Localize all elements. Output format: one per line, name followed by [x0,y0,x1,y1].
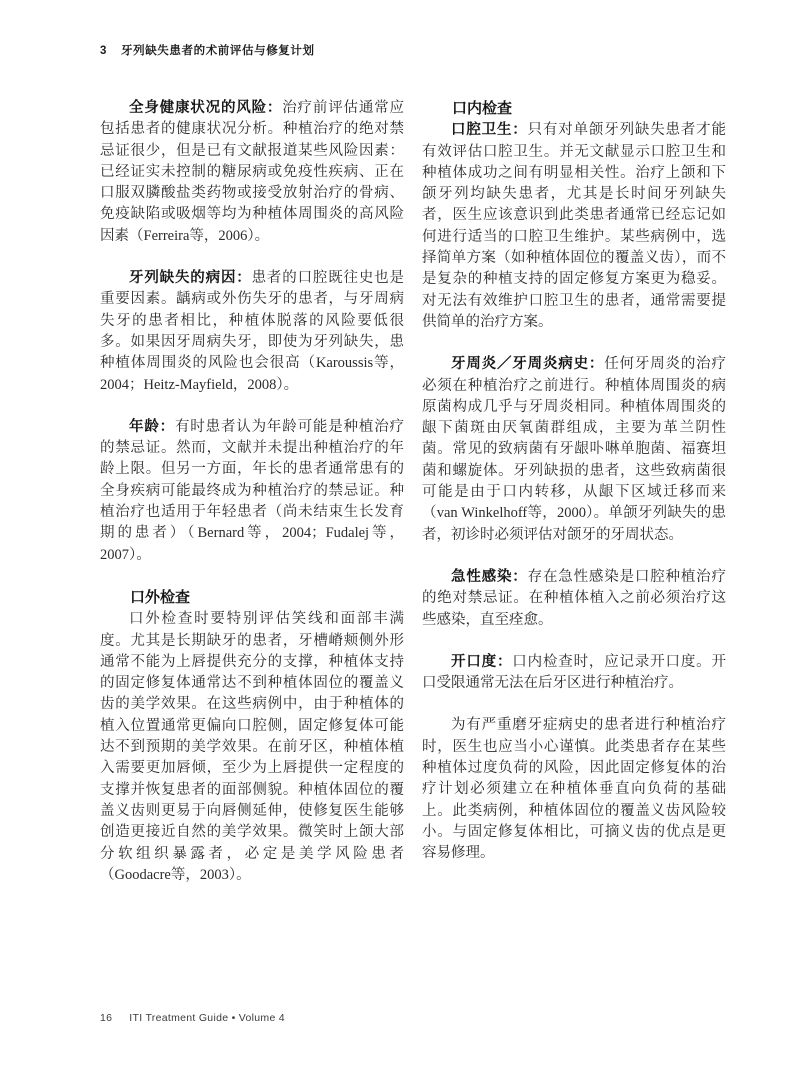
footer-book-title: ITI Treatment Guide • Volume 4 [129,1012,285,1024]
paragraph-lead: 口腔卫生： [451,122,528,139]
paragraph-acute-infection [422,567,726,631]
paragraph-text: 有时患者认为年龄可能是种植治疗的禁忌证。然而，文献并未提出种植治疗的年龄上限。但另一方面，年长的患者通常患有的全身疾病可能最终成为种植治疗的禁忌证。种植治疗也适用于年轻患者（尚未结束生长发育期的患者）（Bernard等，2004；Fudalej等，2007）。 [100,418,405,563]
paragraph-lead: 全身健康状况的风险： [129,100,283,116]
chapter-number: 3 [100,45,107,57]
footer-page-number: 16 [100,1012,113,1024]
right-column [422,98,726,886]
paragraph-text: 患者的口腔既往史也是重要因素。龋病或外伤失牙的患者，与牙周病失牙的患者相比，种植体脱落的风险要低很多。如果因牙周病失牙，即使为牙列缺失，患种植体周围炎的风险也会很高（Karoussis等，2004；Heitz-Mayfield，2008）。 [100,270,405,393]
two-column-text-area [100,98,726,886]
paragraph-lead: 牙周炎／牙周炎病史： [451,356,605,373]
paragraph-extraoral-exam [100,609,404,886]
section-heading-intraoral-exam: 口内检查 [452,100,513,117]
page-footer [100,1012,285,1024]
paragraph-age [100,417,404,566]
chapter-title: 牙列缺失患者的术前评估与修复计划 [121,45,315,57]
paragraph-text: 任何牙周炎的治疗必须在种植治疗之前进行。种植体周围炎的病原菌构成几乎与牙周炎相同。种植体周围炎的龈下菌斑由厌氧菌群组成，主要为革兰阴性菌。常见的致病菌有牙龈卟啉单胞菌、福赛坦菌和螺旋体。牙列缺损的患者，这些致病菌很可能是由于口内转移，从龈下区域迁移而来（van Winkelhoff等，2000）。单颌牙列缺失的患者，初诊时必须评估对颌牙的牙周状态。 [422,356,726,543]
paragraph-lead: 开口度： [451,653,513,670]
paragraph-lead: 牙列缺失的病因： [129,270,252,287]
paragraph-lead: 年龄： [129,418,175,435]
paragraph-text: 口内检查时，应记录开口度。开口受限通常无法在后牙区进行种植治疗。 [422,653,727,692]
paragraph-text: 口外检查时要特别评估笑线和面部丰满度。尤其是长期缺牙的患者，牙槽嵴颊侧外形通常不能为上唇提供充分的支撑，种植体支持的固定修复体通常达不到种植体固位的覆盖义齿的美学效果。在这些病例中，由于种植体的植入位置通常更偏向口腔侧，固定修复体可能达不到预期的美学效果。在前牙区，种植体植入需要更加唇倾，至少为上唇提供一定程度的支撑并恢复患者的面部侧貌。种植体固位的覆盖义齿则更易于向唇侧延伸，使修复医生能够创造更接近自然的美学效果。微笑时上颌大部分软组织暴露者，必定是美学风险患者（Goodacre等，2003）。 [100,611,404,883]
paragraph-text: 为有严重磨牙症病史的患者进行种植治疗时，医生也应当小心谨慎。此类患者存在某些种植体过度负荷的风险，因此固定修复体的治疗计划必须建立在种植体垂直向负荷的基础上。此类病例，种植体固位的覆盖义齿风险较小。与固定修复体相比，可摘义齿的优点是更容易修理。 [422,717,726,862]
paragraph-cause-of-edentulism [100,268,404,396]
paragraph-mouth-opening [422,652,726,695]
section-heading-extraoral-exam: 口外检查 [130,588,191,606]
paragraph-text: 治疗前评估通常应包括患者的健康状况分析。种植治疗的绝对禁忌证很少，但是已有文献报道某些风险因素：已经证实未控制的糖尿病或免疫性疾病、正在口服双膦酸盐类药物或接受放射治疗的骨病、免疫缺陷或吸烟等均为种植体周围炎的高风险因素（Ferreira等，2006）。 [100,100,404,244]
paragraph-oral-hygiene [422,120,726,333]
chapter-header [100,42,315,58]
paragraph-general-health-risk [100,98,404,247]
paragraph-bruxism [422,715,726,864]
left-column [100,98,404,886]
paragraph-periodontitis-history [422,354,726,546]
paragraph-text: 存在急性感染是口腔种植治疗的绝对禁忌证。在种植体植入之前必须治疗这些感染，直至痊愈。 [422,568,727,628]
paragraph-text: 只有对单颌牙列缺失患者才能有效评估口腔卫生。并无文献显示口腔卫生和种植体成功之间有明显相关性。治疗上颌和下颌牙列均缺失患者，尤其是长时间牙列缺失者，医生应该意识到此类患者通常已经忘记如何进行适当的口腔卫生维护。某些病例中，选择简单方案（如种植体固位的覆盖义齿），而不是复杂的种植支持的固定修复方案更为稳妥。对无法有效维护口腔卫生的患者，通常需要提供简单的治疗方案。 [422,122,727,330]
paragraph-lead: 急性感染： [451,568,528,585]
